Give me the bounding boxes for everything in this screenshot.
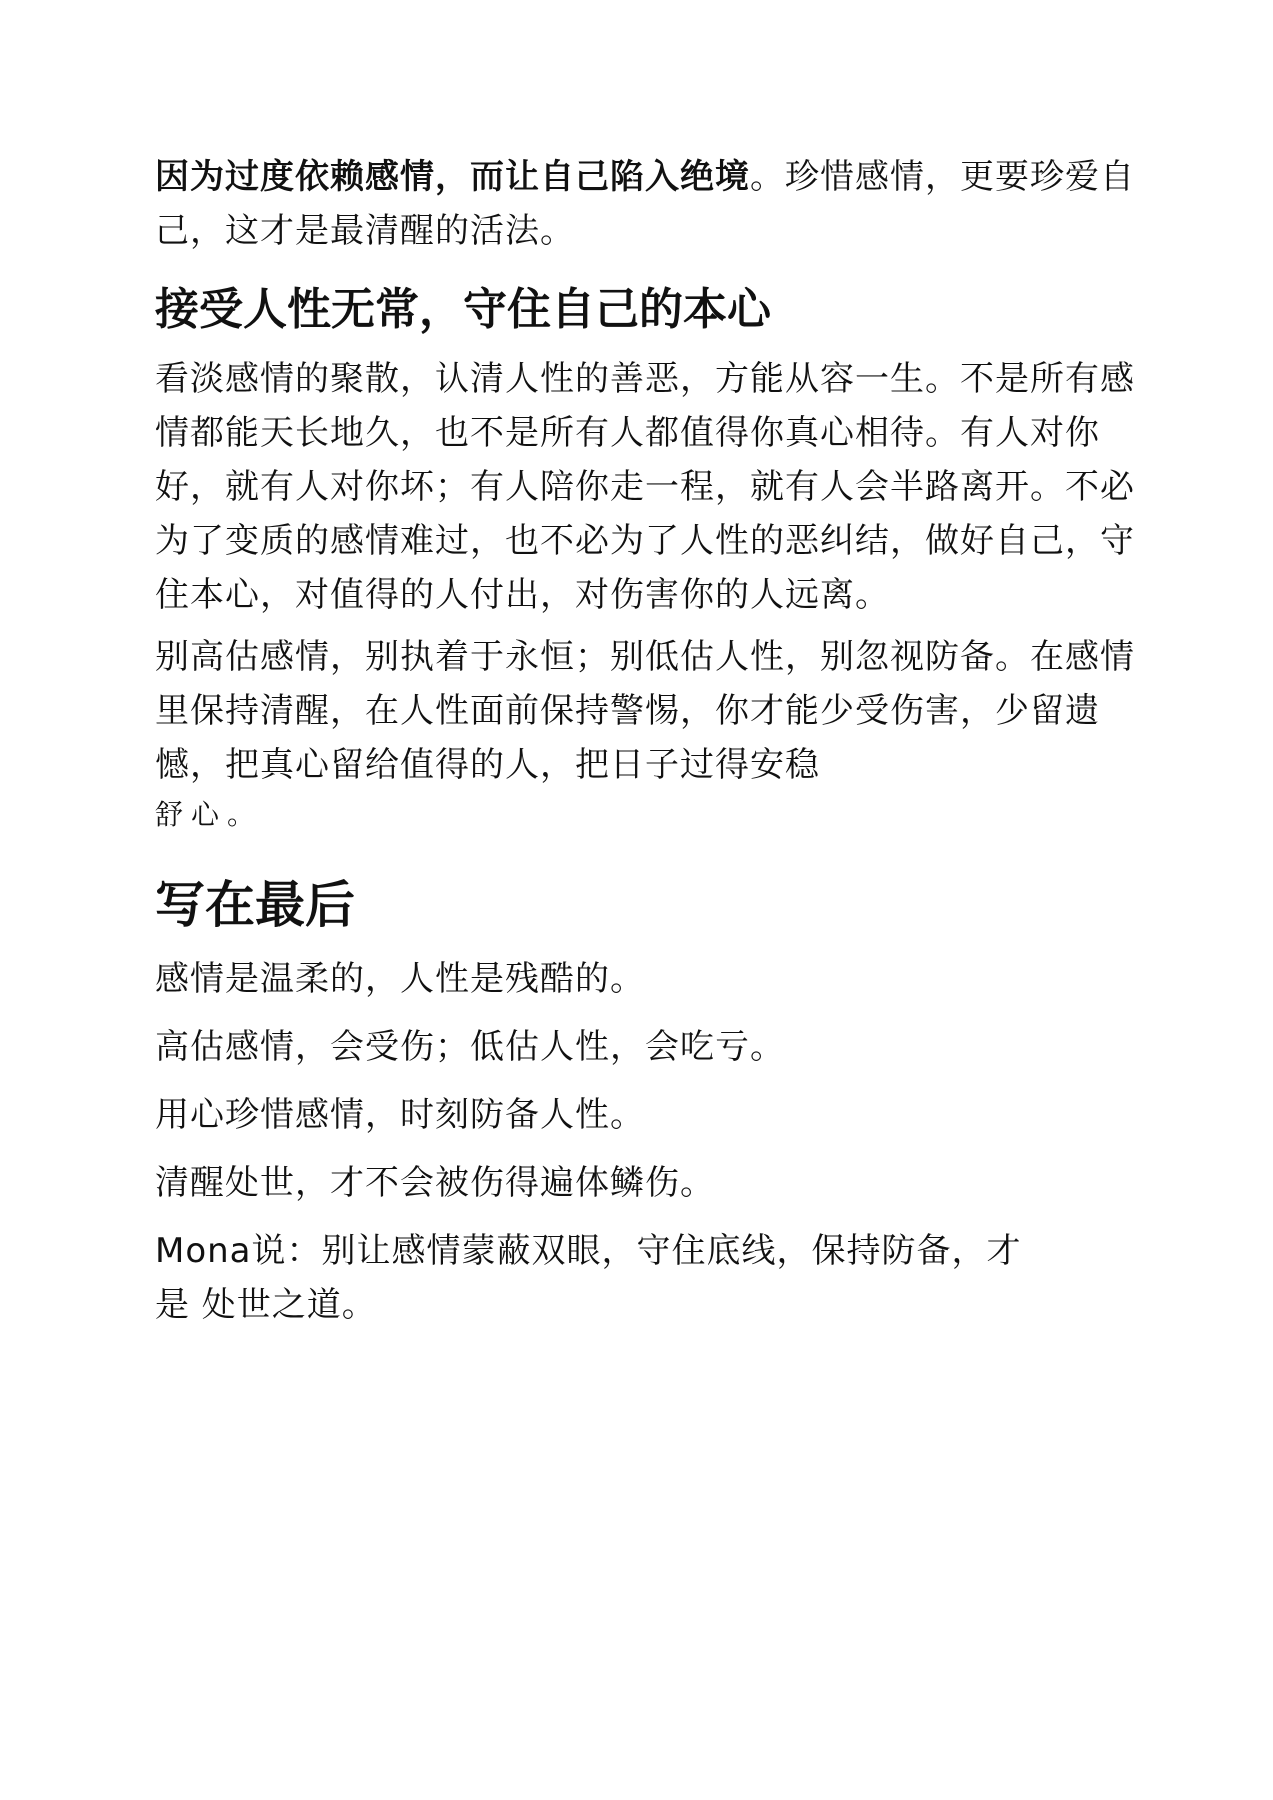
section2-line: 清醒处世，才不会被伤得遍体鳞伤。	[155, 1163, 715, 1203]
intro-paragraph	[155, 150, 1135, 258]
section1-heading: 接受人性无常，守住自己的本心	[155, 284, 771, 335]
section2-line: 感情是温柔的，人性是残酷的。	[155, 959, 645, 999]
intro-rest-text: 。珍惜感情，更要珍爱自己，这才是最清醒的活法。	[155, 157, 1135, 251]
section2-line: 高估感情，会受伤；低估人性，会吃亏。	[155, 1027, 785, 1067]
document-page	[155, 150, 1135, 1332]
section2-line: 用心珍惜感情，时刻防备人性。	[155, 1095, 645, 1135]
section2-heading: 写在最后	[155, 876, 355, 934]
intro-bold-text: 因为过度依赖感情，而让自己陷入绝境	[155, 157, 750, 197]
closing-line-2: 是 处世之道。	[155, 1285, 377, 1325]
section1-paragraph2-main: 别高估感情，别执着于永恒；别低估人性，别忽视防备。在感情里保持清醒，在人性面前保持警惕，你才能少受伤害，少留遗憾，把真心留给值得的人，把日子过得安稳	[155, 637, 1135, 785]
closing-line-1: Mona说：别让感情蒙蔽双眼，守住底线，保持防备，才	[155, 1231, 1022, 1271]
section1-paragraph1: 看淡感情的聚散，认清人性的善恶，方能从容一生。不是所有感情都能天长地久，也不是所有人都值得你真心相待。有人对你好，就有人对你坏；有人陪你走一程，就有人会半路离开。不必为了变质的感情难过，也不必为了人性的恶纠结，做好自己，守住本心，对值得的人付出，对伤害你的人远离。	[155, 359, 1135, 615]
section1-paragraph2-tail: 舒心。	[155, 798, 264, 831]
section1-paragraph2	[155, 630, 1135, 792]
